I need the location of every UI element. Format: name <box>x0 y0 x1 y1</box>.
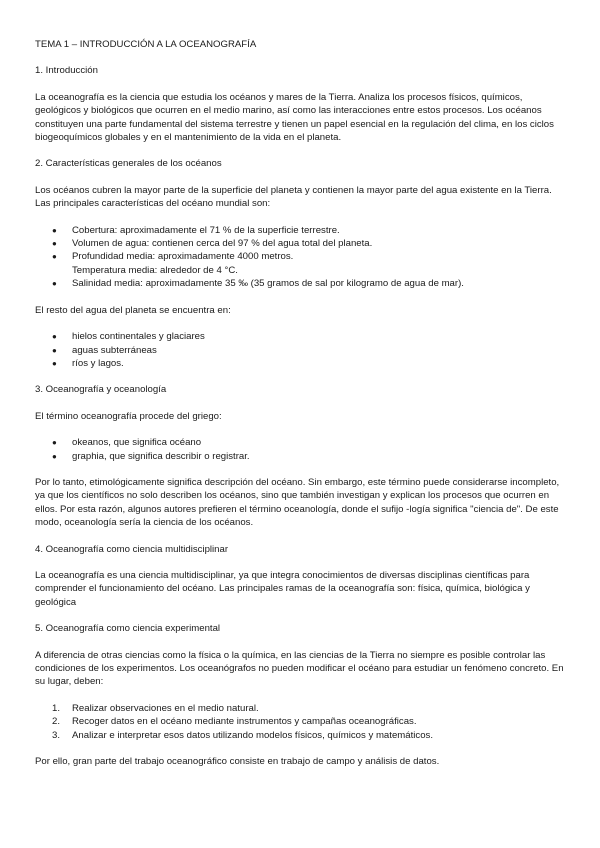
bullet-icon: ● <box>52 451 57 461</box>
step-number: 3. <box>52 729 61 741</box>
section-2-paragraph-2: El resto del agua del planeta se encuentra en: <box>35 304 231 316</box>
list-item: ● okeanos, que significa océano <box>52 437 202 449</box>
water-locations-list <box>35 330 566 370</box>
list-item-continuation: Temperatura media: alrededor de 4 °C. <box>72 264 238 276</box>
list-item: ● Salinidad media: aproximadamente 35 ‰ (35 gramos de sal por kilogramo de agua de mar). <box>52 278 464 290</box>
bullet-icon: ● <box>52 239 57 249</box>
section-5-heading: 5. Oceanografía como ciencia experimental <box>35 623 221 635</box>
section-4-paragraph: La oceanografía es una ciencia multidisciplinar, ya que integra conocimientos de diversas disciplinas científicas para comprender el funcionamiento del océano. Las principales ramas de la oceanografía son: física, química, biológica y geológica <box>35 569 530 608</box>
document-title: TEMA 1 – INTRODUCCIÓN A LA OCEANOGRAFÍA <box>35 39 257 50</box>
section-3-paragraph-1: El término oceanografía procede del griego: <box>35 410 222 422</box>
bullet-icon: ● <box>52 225 57 235</box>
bullet-icon: ● <box>52 252 57 262</box>
list-item: 3. Analizar e interpretar esos datos utilizando modelos físicos, químicos y matemáticos. <box>52 729 433 741</box>
bullet-icon: ● <box>52 279 57 289</box>
step-number: 1. <box>52 702 61 714</box>
list-item: ● graphia, que significa describir o registrar. <box>52 450 250 462</box>
bullet-icon: ● <box>52 358 57 368</box>
etymology-list <box>35 436 566 463</box>
list-item: ● Cobertura: aproximadamente el 71 % de la superficie terrestre. <box>52 224 340 236</box>
list-item: ● hielos continentales y glaciares <box>52 331 205 343</box>
bullet-icon: ● <box>52 345 57 355</box>
steps-list <box>35 702 566 742</box>
list-item: ● Profundidad media: aproximadamente 4000 metros. <box>52 251 294 263</box>
section-2-heading: 2. Características generales de los océanos <box>35 158 222 170</box>
section-3-heading: 3. Oceanografía y oceanología <box>35 384 167 396</box>
list-item: ● Volumen de agua: contienen cerca del 97 % del agua total del planeta. <box>52 238 373 250</box>
section-3-paragraph-2: Por lo tanto, etimológicamente significa descripción del océano. Sin embargo, este término puede considerarse incompleto, ya que los científicos no solo describen los océanos, sino que también investigan y explican los procesos que ocurren en ellos. Por esta razón, algunos autores prefieren el término oceanología, donde el sufijo -logía significa "ciencia de". De este modo, oceanología sería la ciencia de los océanos. <box>35 476 560 529</box>
section-5-paragraph-2: Por ello, gran parte del trabajo oceanográfico consiste en trabajo de campo y análisis de datos. <box>35 756 440 768</box>
bullet-icon: ● <box>52 438 57 448</box>
list-item: ● ríos y lagos. <box>52 357 124 369</box>
characteristics-list <box>35 224 566 291</box>
section-2-paragraph-1: Los océanos cubren la mayor parte de la superficie del planeta y contienen la mayor parte del agua existente en la Tierra. Las principales características del océano mundial son: <box>35 184 552 210</box>
step-number: 2. <box>52 716 61 728</box>
list-item: 2. Recoger datos en el océano mediante instrumentos y campañas oceanográficas. <box>52 716 417 728</box>
section-4-heading: 4. Oceanografía como ciencia multidisciplinar <box>35 543 229 555</box>
section-5-paragraph-1: A diferencia de otras ciencias como la física o la química, en las ciencias de la Tierra no siempre es posible controlar las condiciones de los experimentos. Los oceanógrafos no pueden modificar el océano para estudiar un fenómeno concreto. En su lugar, deben: <box>35 649 564 688</box>
bullet-icon: ● <box>52 332 57 342</box>
section-1-heading: 1. Introducción <box>35 65 98 77</box>
list-item: ● aguas subterráneas <box>52 344 157 356</box>
section-1-paragraph: La oceanografía es la ciencia que estudia los océanos y mares de la Tierra. Analiza los procesos físicos, químicos, geológicos y biológicos que ocurren en el medio marino, así como las interacciones entre estos procesos. Los océanos constituyen una parte fundamental del sistema terrestre y tienen un papel esencial en la regulación del clima, en los ciclos biogeoquímicos globales y en el mantenimiento de la vida en el planeta. <box>35 91 554 144</box>
list-item: 1. Realizar observaciones en el medio natural. <box>52 702 259 714</box>
